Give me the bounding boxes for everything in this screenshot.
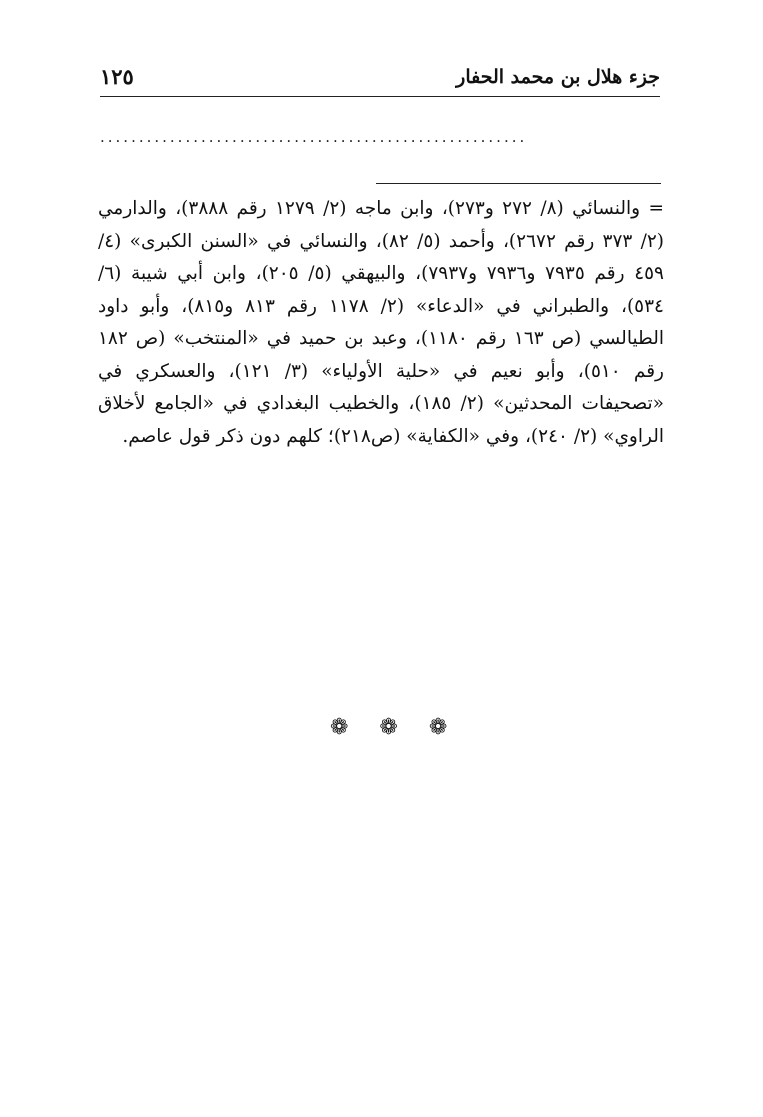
footnote-text: = والنسائي (٨/ ٢٧٢ و٢٧٣)، وابن ماجه (٢/ ١٢٧٩ رقم ٣٨٨٨)، والدارمي (٢/ ٣٧٣ رقم ٢٦٧٢)، وأحمد (٥/ ٨٢)، والنسائي في «السنن الكبرى» (٤/ ٤٥٩ رقم ٧٩٣٥ و٧٩٣٦ و٧٩٣٧)، والبيهقي (٥/ ٢٠٥)، وابن أبي شيبة (٦/ ٥٣٤)، والطبراني في «الدعاء» (٢/ ١١٧٨ رقم ٨١٣ و٨١٥)، وأبو داود الطيالسي (ص ١٦٣ رقم ١١٨٠)، وعبد بن حميد في «المنتخب» (ص ١٨٢ رقم ٥١٠)، وأبو نعيم في «حلية الأولياء» (٣/ ١٢١)، والعسكري في «تصحيفات المحدثين» (٢/ ١٨٥)، والخطيب البغدادي في «الجامع لأخلاق الراوي» (٢/ ٢٤٠)، وفي «الكفاية» (ص٢١٨)؛ كلهم دون ذكر قول عاصم. [98, 198, 665, 447]
page-header [100, 62, 660, 98]
dotted-separator: ....................................................... [100, 128, 528, 146]
page-number: ١٢٥ [100, 64, 134, 89]
header-rule [100, 96, 660, 97]
footnote-rule [376, 183, 661, 184]
footnote-block [98, 193, 664, 453]
book-title: جزء هلال بن محمد الحفار [456, 66, 660, 88]
section-end-ornament: ❁ ❁ ❁ [330, 715, 460, 740]
